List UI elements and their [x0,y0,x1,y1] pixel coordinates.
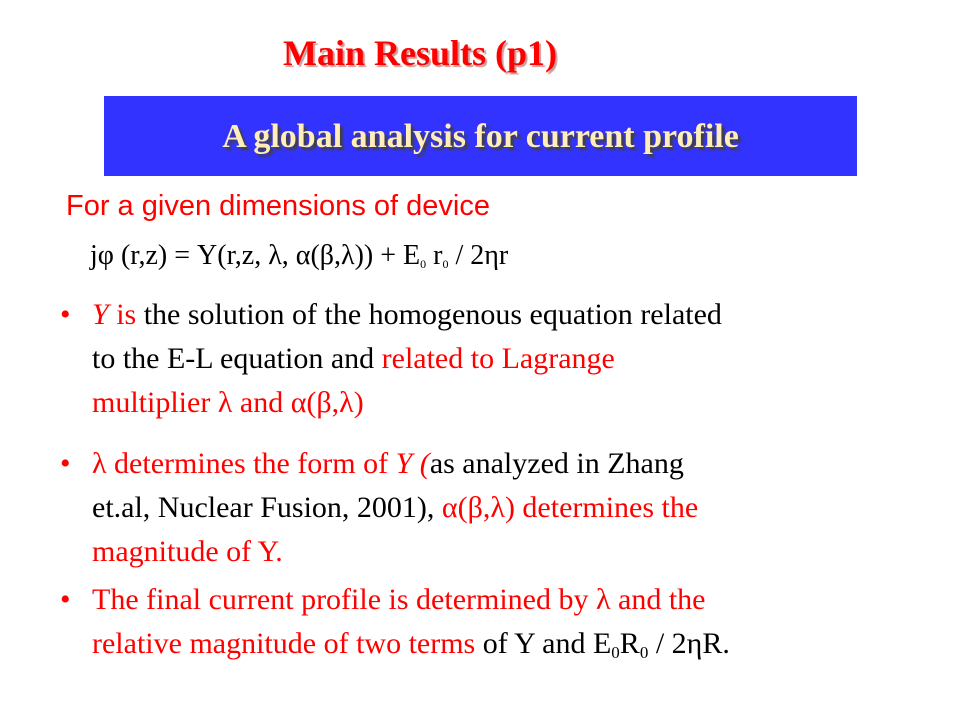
b1-y: Y [92,298,109,331]
b3-l2-red: relative magnitude of two terms [92,627,483,660]
b3-tail: / 2ηR. [648,627,730,660]
eq-comma: , [281,240,296,271]
subtitle-banner [104,96,857,176]
b3-sub0: 0 [611,643,620,662]
banner-text: A global analysis for current profile [222,118,739,155]
b1-l3-and: and [232,386,291,419]
eq-end: r [498,240,509,271]
bullet-2-line-1 [92,447,684,481]
bullet-3-mark: • [60,583,71,616]
eq-eta: η [484,240,499,271]
equation-line [90,240,508,272]
bullet-1-line-3 [92,386,364,420]
eq-tail: / 2 [448,240,485,271]
b1-l2-red: related to Lagrange [381,342,615,375]
eq-j: j [90,240,98,271]
b2-l2-black: et.al, Nuclear Fusion, 2001), [92,491,442,524]
b1-l3-lambda: λ [217,386,233,419]
bullet-2-line-3: magnitude of Y. [92,535,283,568]
bullet-2-mark: • [60,447,71,480]
intro-line: For a given dimensions of device [66,190,490,222]
bullet-1-line-1 [92,298,722,332]
bullet-1-mark: • [60,298,71,331]
slide-title: Main Results (p1) [283,33,558,73]
eq-phi: φ [97,240,114,271]
b1-l2-black: to the E-L equation and [92,342,382,375]
eq-sep: , [334,240,342,271]
bullet-2-line-2 [92,491,698,525]
bullet-3-line-1: The final current profile is determined by λ and the [92,583,706,616]
b2-l1-red: λ determines the form of [92,447,396,480]
b2-l1-black: as analyzed in Zhang [429,447,684,480]
eq-sub0: 0 [420,257,427,271]
eq-close: )) + E [354,240,421,271]
b1-l3-alpha: α(β,λ) [290,386,364,419]
eq-args: (r,z) = Y(r,z, [113,240,269,271]
eq-beta: β [319,240,335,271]
b1-is: is [108,298,137,331]
b3-l2-black: of Y and E [482,627,612,660]
bullet-1-line-2 [92,342,615,376]
bullet-3-line-2 [92,627,730,663]
eq-lambda2: λ [341,240,355,271]
b3-R: R [619,627,640,660]
b3-sub0b: 0 [639,643,649,662]
eq-r: r [426,240,443,271]
b2-l2-red: α(β,λ) determines the [441,491,699,524]
eq-alpha: α [295,240,311,271]
b1-l3-red: multiplier [92,386,218,419]
eq-open: ( [310,240,320,271]
b2-l1-y: Y ( [395,447,430,480]
eq-lambda: λ [268,240,282,271]
eq-sub0b: 0 [442,257,449,271]
b1-rest: the solution of the homogenous equation related [136,298,722,331]
